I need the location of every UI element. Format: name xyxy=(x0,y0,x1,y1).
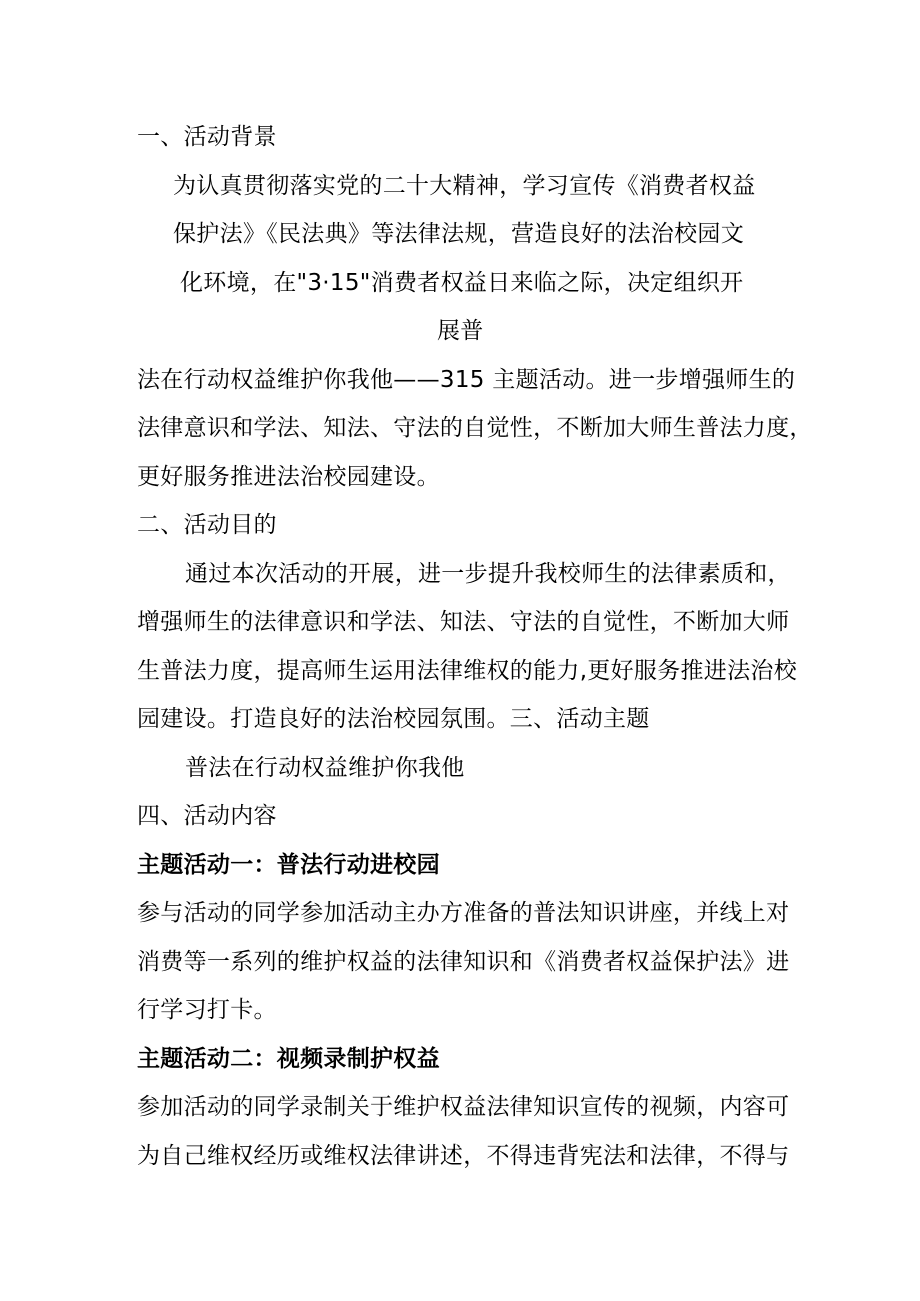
paragraph-line: 园建设。打造良好的法治校园氛围。三、活动主题 xyxy=(137,706,650,732)
paragraph-line: 参加活动的同学录制关于维护权益法律知识宣传的视频，内容可 xyxy=(137,1094,790,1120)
paragraph-line: 消费等一系列的维护权益的法律知识和《消费者权益保护法》进 xyxy=(137,949,790,975)
subheading-activity-one: 主题活动一：普法行动进校园 xyxy=(137,852,440,878)
paragraph-line: 化环境，在"3·15"消费者权益日来临之际，决定组织开 xyxy=(180,270,744,296)
section-heading-background: 一、活动背景 xyxy=(137,124,277,150)
paragraph-line: 展普 xyxy=(437,318,484,344)
paragraph-line: 为自己维权经历或维权法律讲述，不得违背宪法和法律，不得与 xyxy=(137,1143,790,1169)
paragraph-line: 参与活动的同学参加活动主办方准备的普法知识讲座，并线上对 xyxy=(137,900,790,926)
paragraph-line: 为认真贯彻落实党的二十大精神，学习宣传《消费者权益 xyxy=(173,173,756,199)
section-heading-purpose: 二、活动目的 xyxy=(137,512,277,538)
paragraph-line: 增强师生的法律意识和学法、知法、守法的自觉性，不断加大师 xyxy=(137,609,790,635)
paragraph-line: 法律意识和学法、知法、守法的自觉性，不断加大师生普法力度， xyxy=(137,415,813,441)
paragraph-line: 更好服务推进法治校园建设。 xyxy=(137,464,440,490)
paragraph-line: 法在行动权益维护你我他——315 主题活动。进一步增强师生的 xyxy=(137,367,796,393)
section-heading-content: 四、活动内容 xyxy=(137,803,277,829)
paragraph-line: 行学习打卡。 xyxy=(137,997,277,1023)
paragraph-line: 保护法》《民法典》等法律法规，营造良好的法治校园文 xyxy=(173,221,744,247)
paragraph-line: 通过本次活动的开展，进一步提升我校师生的法律素质和， xyxy=(185,561,791,587)
subheading-activity-two: 主题活动二：视频录制护权益 xyxy=(137,1046,440,1072)
theme-line: 普法在行动权益维护你我他 xyxy=(185,755,465,781)
paragraph-line: 生普法力度，提高师生运用法律维权的能力,更好服务推进法治校 xyxy=(137,658,798,684)
